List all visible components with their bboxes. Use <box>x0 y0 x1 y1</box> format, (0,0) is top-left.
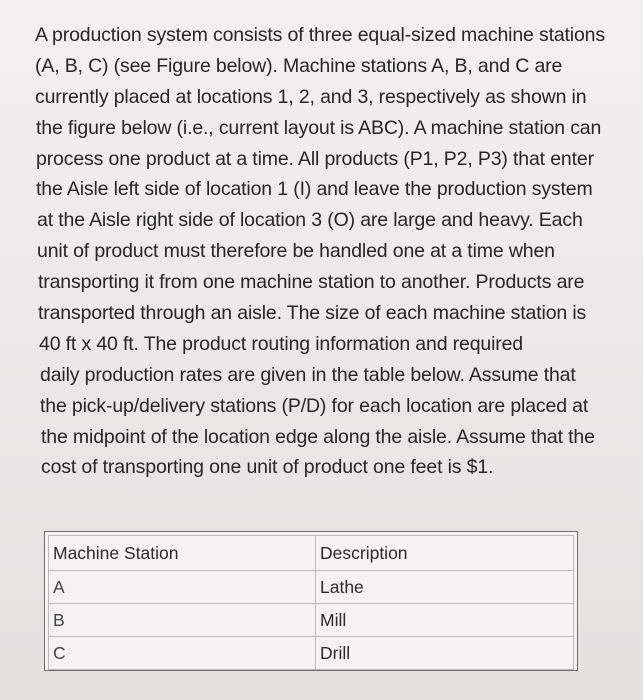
table-header-row <box>49 536 574 571</box>
text-line: (A, B, C) (see Figure below). Machine stations A, B, and C are <box>35 55 563 77</box>
table-row <box>49 604 574 637</box>
description-cell: Drill <box>316 637 574 670</box>
text-line: daily production rates are given in the table below. Assume that <box>40 364 576 386</box>
header-machine-station: Machine Station <box>49 536 316 571</box>
text-line: the pick-up/delivery stations (P/D) for each location are placed at <box>40 395 589 417</box>
text-line: transported through an aisle. The size of each machine station is <box>38 302 587 324</box>
text-line: the midpoint of the location edge along the aisle. Assume that the <box>41 426 595 448</box>
text-line: the figure below (i.e., current layout is ABC). A machine station can <box>36 117 602 139</box>
table-row <box>49 571 574 604</box>
text-line: the Aisle left side of location 1 (I) and leave the production system <box>36 178 593 200</box>
text-line: A production system consists of three equal-sized machine stations <box>35 24 605 46</box>
text-line: at the Aisle right side of location 3 (O) are large and heavy. Each <box>37 209 583 231</box>
machine-station-cell: A <box>49 571 316 604</box>
text-line: unit of product must therefore be handled one at a time when <box>37 240 555 262</box>
text-line: currently placed at locations 1, 2, and 3, respectively as shown in <box>35 86 587 108</box>
machine-station-cell: B <box>49 604 316 637</box>
text-line: process one product at a time. All products (P1, P2, P3) that enter <box>36 148 594 170</box>
machine-station-table <box>48 535 574 670</box>
header-description: Description <box>316 536 574 571</box>
text-line: 40 ft x 40 ft. The product routing information and required <box>39 333 524 355</box>
description-cell: Mill <box>316 604 574 637</box>
text-line: transporting it from one machine station to another. Products are <box>38 271 585 293</box>
table-row <box>49 637 574 670</box>
description-cell: Lathe <box>316 571 574 604</box>
text-line: cost of transporting one unit of product one feet is $1. <box>41 456 494 478</box>
machine-station-cell: C <box>49 637 316 670</box>
machine-station-table-frame <box>44 531 578 671</box>
